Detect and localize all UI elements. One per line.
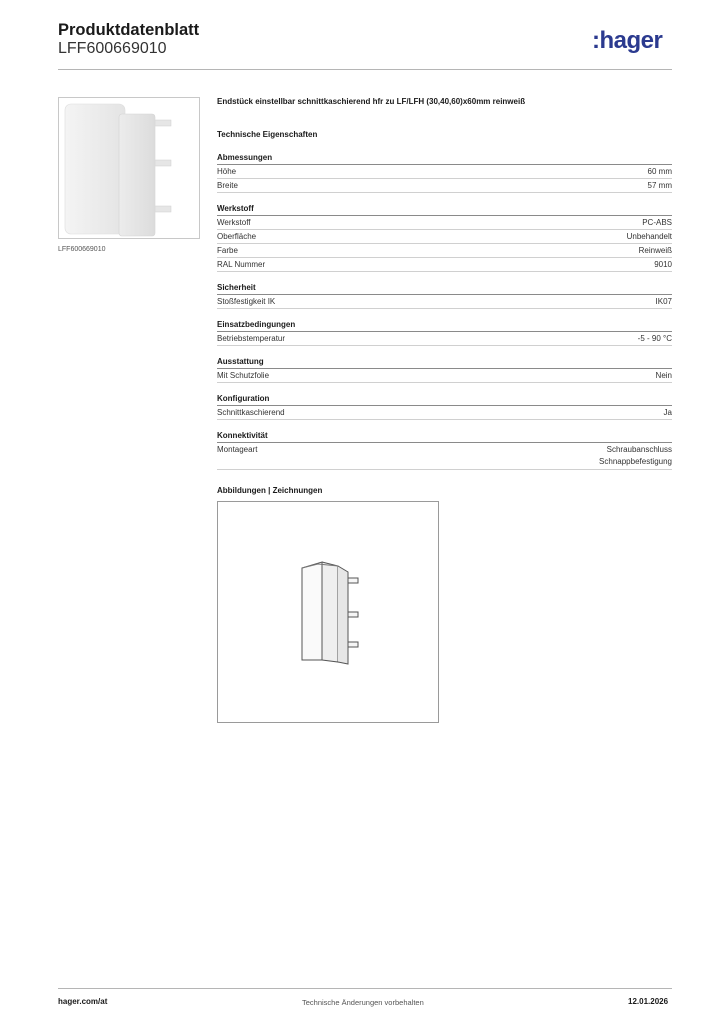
spec-value-group <box>599 444 672 468</box>
product-drawing-frame <box>217 501 439 723</box>
spec-label: Schnittkaschierend <box>217 408 285 417</box>
spec-row-ral <box>217 258 672 272</box>
page-title: Produktdatenblatt <box>58 21 200 39</box>
spec-label: Stoßfestigkeit IK <box>217 297 276 306</box>
spec-row-material <box>217 216 672 230</box>
section-material <box>217 203 672 272</box>
section-connectivity <box>217 430 672 470</box>
section-title: Sicherheit <box>217 282 672 295</box>
header-divider <box>58 69 672 70</box>
spec-label: Breite <box>217 181 238 190</box>
spec-value: Ja <box>663 408 672 417</box>
section-title: Konfiguration <box>217 393 672 406</box>
spec-row-cut-concealing <box>217 406 672 420</box>
spec-value: PC-ABS <box>642 218 672 227</box>
section-safety <box>217 282 672 309</box>
spec-row-width <box>217 179 672 193</box>
spec-row-impact <box>217 295 672 309</box>
spec-row-protective-film <box>217 369 672 383</box>
footer-website: hager.com/at <box>58 997 108 1006</box>
spec-value: 57 mm <box>647 181 672 190</box>
spec-label: Höhe <box>217 167 237 176</box>
spec-row-temperature <box>217 332 672 346</box>
section-operating-conditions <box>217 319 672 346</box>
pictures-heading: Abbildungen | Zeichnungen <box>217 486 323 495</box>
spec-value: Schraubanschluss <box>606 445 672 454</box>
spec-row-surface <box>217 230 672 244</box>
section-title: Ausstattung <box>217 356 672 369</box>
section-dimensions <box>217 152 672 193</box>
footer-disclaimer: Technische Änderungen vorbehalten <box>302 998 424 1007</box>
section-equipment <box>217 356 672 383</box>
spec-label: Oberfläche <box>217 232 257 241</box>
spec-value: Unbehandelt <box>626 232 672 241</box>
technical-properties-heading: Technische Eigenschaften <box>217 130 318 139</box>
spec-label: Betriebstemperatur <box>217 334 286 343</box>
product-photo <box>59 98 199 238</box>
spec-row-height <box>217 165 672 179</box>
spec-value: Schnappbefestigung <box>599 457 672 466</box>
spec-value: Nein <box>655 371 672 380</box>
spec-value: 9010 <box>654 260 672 269</box>
spec-row-color <box>217 244 672 258</box>
spec-value: IK07 <box>655 297 672 306</box>
spec-label: Montageart <box>217 445 258 454</box>
main-content <box>217 96 672 723</box>
thumbnail-caption: LFF600669010 <box>58 246 106 253</box>
spec-label: Werkstoff <box>217 218 251 227</box>
product-drawing <box>218 502 438 722</box>
footer-divider <box>58 988 672 989</box>
spec-label: RAL Nummer <box>217 260 266 269</box>
spec-value: -5 - 90 °C <box>637 334 672 343</box>
section-title: Werkstoff <box>217 203 672 216</box>
product-title: Endstück einstellbar schnittkaschierend hfr zu LF/LFH (30,40,60)x60mm reinweiß <box>217 97 526 106</box>
section-title: Einsatzbedingungen <box>217 319 672 332</box>
spec-label: Farbe <box>217 246 238 255</box>
section-title: Konnektivität <box>217 430 672 443</box>
spec-value: 60 mm <box>647 167 672 176</box>
spec-label: Mit Schutzfolie <box>217 371 270 380</box>
product-thumbnail <box>58 97 200 239</box>
spec-value: Reinweiß <box>638 246 672 255</box>
spec-row-mounting <box>217 443 672 470</box>
article-number: LFF600669010 <box>58 40 167 57</box>
section-title: Abmessungen <box>217 152 672 165</box>
hager-logo: :hager <box>592 27 663 54</box>
footer-date: 12.01.2026 <box>628 997 669 1006</box>
section-configuration <box>217 393 672 420</box>
